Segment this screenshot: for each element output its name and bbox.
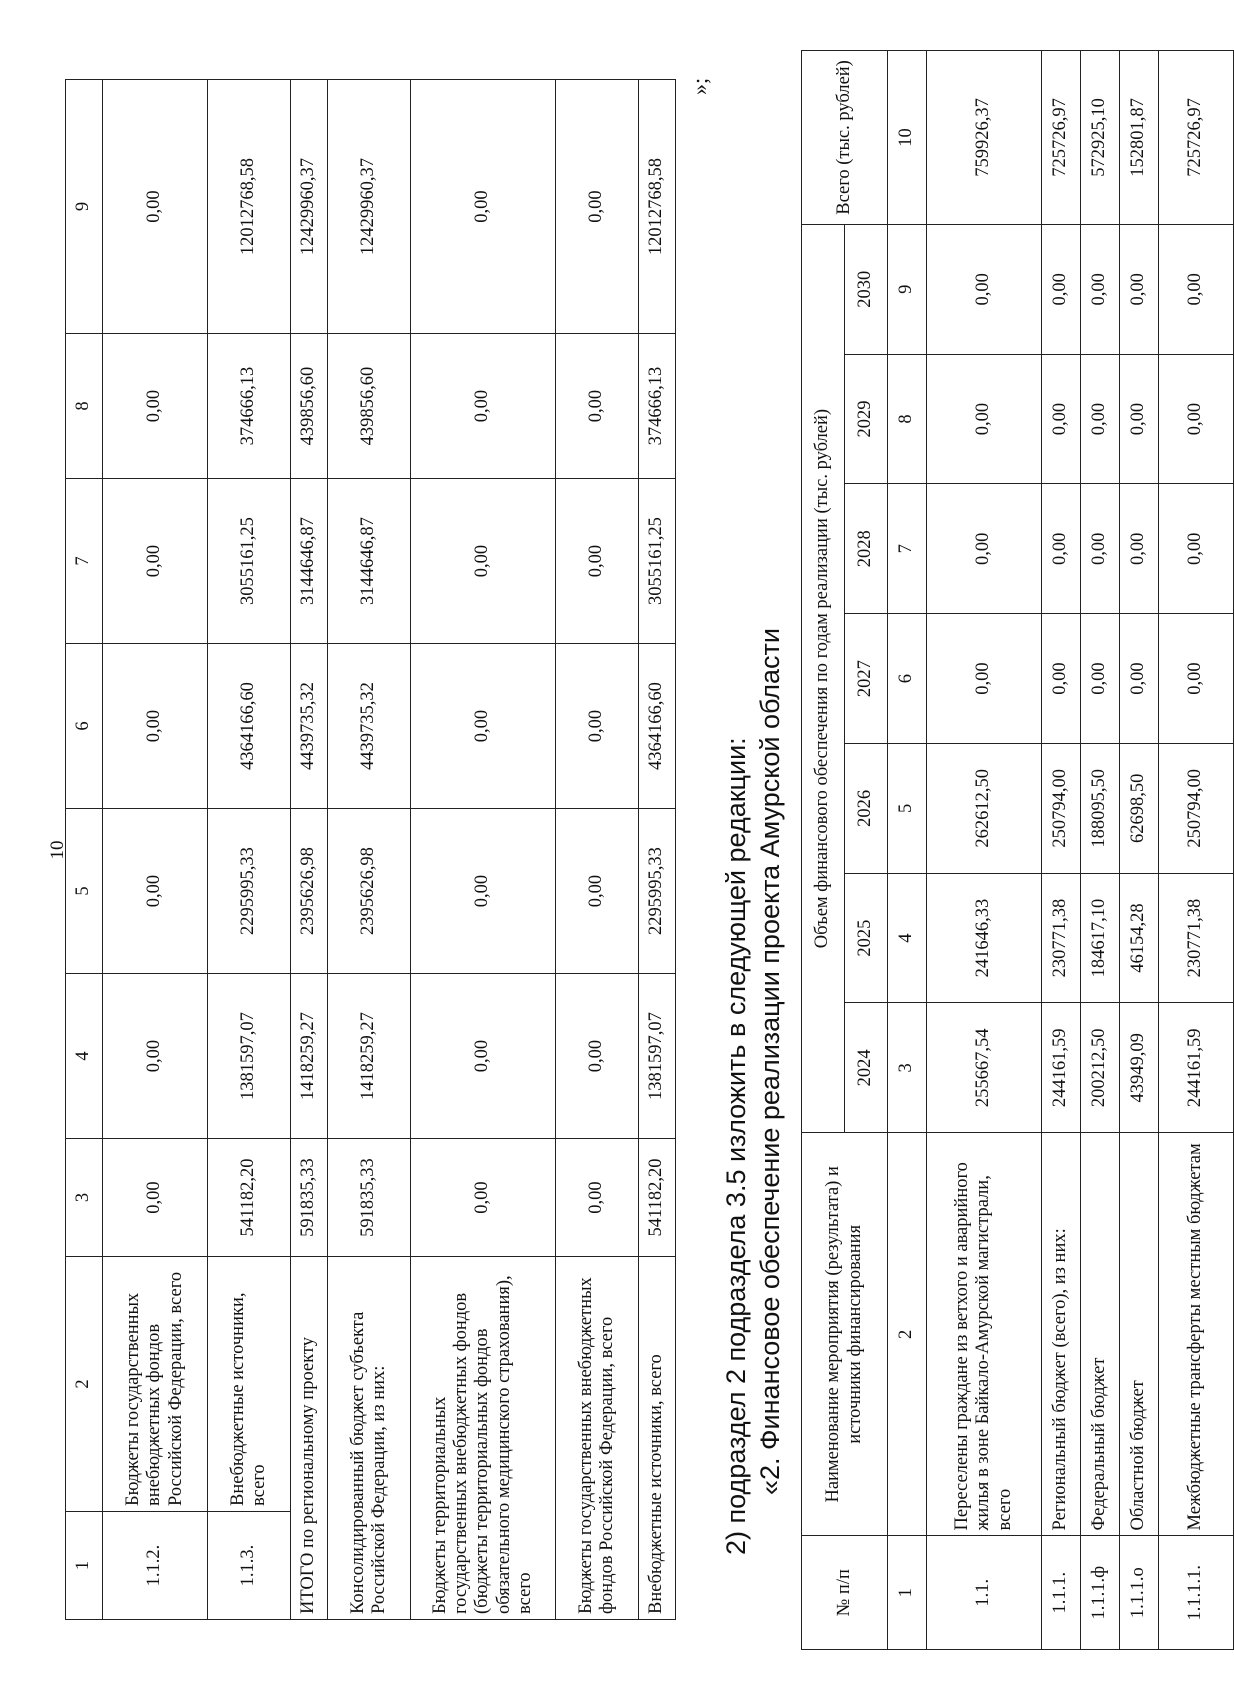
value-cell: 2295995,33 — [639, 809, 676, 974]
year-header: 2025 — [845, 873, 888, 1003]
value-cell: 4439735,32 — [291, 644, 328, 809]
col-number: 1 — [888, 1536, 927, 1650]
row-label: Региональный бюджет (всего), из них: — [1042, 1133, 1081, 1536]
header-volume: Объем финансового обеспечения по годам реализации (тыс. рублей) — [802, 224, 845, 1132]
value-cell: 250794,00 — [1159, 743, 1234, 873]
column-number-row — [888, 51, 927, 1650]
table-row — [1159, 51, 1234, 1650]
value-cell: 1381597,07 — [208, 974, 291, 1139]
value-cell: 255667,54 — [927, 1003, 1042, 1133]
value-cell: 591835,33 — [291, 1139, 328, 1257]
value-cell: 62698,50 — [1120, 743, 1159, 873]
value-cell: 0,00 — [411, 974, 556, 1139]
value-cell: 0,00 — [411, 334, 556, 479]
value-cell: 0,00 — [927, 614, 1042, 744]
row-number: 1.1.2. — [103, 1512, 208, 1620]
table-row — [639, 80, 676, 1620]
total-cell: 759926,37 — [927, 51, 1042, 225]
amendment-paragraph: 2) подраздел 2 подраздела 3.5 изложить в следующей редакции: — [721, 737, 751, 1555]
value-cell: 0,00 — [1159, 484, 1234, 614]
col-number: 2 — [66, 1257, 103, 1512]
col-number: 6 — [66, 644, 103, 809]
value-cell: 230771,38 — [1159, 873, 1234, 1003]
value-cell: 188095,50 — [1081, 743, 1120, 873]
value-cell: 0,00 — [411, 644, 556, 809]
total-cell: 725726,97 — [1159, 51, 1234, 225]
value-cell: 241646,33 — [927, 873, 1042, 1003]
value-cell: 1418259,27 — [328, 974, 411, 1139]
closing-quote: »; — [687, 77, 712, 95]
value-cell: 0,00 — [1120, 614, 1159, 744]
value-cell: 4439735,32 — [328, 644, 411, 809]
value-cell: 374666,13 — [639, 334, 676, 479]
total-cell: 725726,97 — [1042, 51, 1081, 225]
row-number: 1.1.3. — [208, 1512, 291, 1620]
value-cell: 0,00 — [556, 80, 639, 334]
value-cell: 0,00 — [1042, 224, 1081, 354]
value-cell: 0,00 — [556, 479, 639, 644]
value-cell: 43949,09 — [1120, 1003, 1159, 1133]
table-row — [103, 80, 208, 1620]
header-name: Наименование мероприятия (результата) и источники финансирования — [802, 1133, 888, 1536]
value-cell: 1381597,07 — [639, 974, 676, 1139]
value-cell: 0,00 — [556, 974, 639, 1139]
value-cell: 262612,50 — [927, 743, 1042, 873]
year-header: 2024 — [845, 1003, 888, 1133]
value-cell: 12012768,58 — [639, 80, 676, 334]
value-cell: 0,00 — [411, 80, 556, 334]
table-row — [208, 80, 291, 1620]
value-cell: 0,00 — [1120, 224, 1159, 354]
value-cell: 0,00 — [411, 1139, 556, 1257]
value-cell: 0,00 — [1081, 484, 1120, 614]
value-cell: 374666,13 — [208, 334, 291, 479]
column-number-row — [66, 80, 103, 1620]
year-header: 2028 — [845, 484, 888, 614]
table-row — [1042, 51, 1081, 1650]
header-row — [802, 51, 845, 1650]
value-cell: 244161,59 — [1159, 1003, 1234, 1133]
value-cell: 0,00 — [103, 479, 208, 644]
value-cell: 0,00 — [1042, 484, 1081, 614]
value-cell: 541182,20 — [639, 1139, 676, 1257]
row-number: 1.1.1. — [1042, 1536, 1081, 1650]
row-label: Федеральный бюджет — [1081, 1133, 1120, 1536]
value-cell: 541182,20 — [208, 1139, 291, 1257]
value-cell: 230771,38 — [1042, 873, 1081, 1003]
value-cell: 0,00 — [103, 974, 208, 1139]
year-header: 2026 — [845, 743, 888, 873]
row-label: Бюджеты государственных внебюджетных фондов Российской Федерации, всего — [103, 1257, 208, 1512]
row-number: 1.1. — [927, 1536, 1042, 1650]
financing-table-continued — [65, 79, 676, 1620]
year-header: 2029 — [845, 354, 888, 484]
table-row-total — [291, 80, 328, 1620]
value-cell: 0,00 — [556, 644, 639, 809]
row-label: Внебюджетные источники, всего — [639, 1257, 676, 1620]
table-row — [1120, 51, 1159, 1650]
value-cell: 12429960,37 — [291, 80, 328, 334]
col-number: 9 — [888, 224, 927, 354]
col-number: 5 — [888, 743, 927, 873]
value-cell: 0,00 — [103, 1139, 208, 1257]
header-total: Всего (тыс. рублей) — [802, 51, 888, 225]
value-cell: 0,00 — [1042, 354, 1081, 484]
col-number: 3 — [888, 1003, 927, 1133]
row-label: Переселены граждане из ветхого и аварийного жилья в зоне Байкало-Амурской магистрали, всего — [927, 1133, 1042, 1536]
row-label: Консолидированный бюджет субъекта Российской Федерации, из них: — [328, 1257, 411, 1620]
value-cell: 0,00 — [1159, 614, 1234, 744]
row-label: Внебюджетные источники, всего — [208, 1257, 291, 1512]
row-label: Бюджеты территориальных государственных внебюджетных фондов (бюджеты территориальных фондов обязательного медицинского страхования), всего — [411, 1257, 556, 1620]
value-cell: 2395626,98 — [328, 809, 411, 974]
value-cell: 0,00 — [1120, 484, 1159, 614]
row-label: ИТОГО по региональному проекту — [291, 1257, 328, 1620]
year-header: 2027 — [845, 614, 888, 744]
value-cell: 200212,50 — [1081, 1003, 1120, 1133]
total-cell: 152801,87 — [1120, 51, 1159, 225]
value-cell: 0,00 — [103, 334, 208, 479]
value-cell: 4364166,60 — [208, 644, 291, 809]
col-number: 1 — [66, 1512, 103, 1620]
value-cell: 0,00 — [556, 1139, 639, 1257]
value-cell: 46154,28 — [1120, 873, 1159, 1003]
value-cell: 439856,60 — [291, 334, 328, 479]
table-row — [411, 80, 556, 1620]
value-cell: 184617,10 — [1081, 873, 1120, 1003]
value-cell: 0,00 — [556, 334, 639, 479]
col-number: 5 — [66, 809, 103, 974]
row-number: 1.1.1.ф — [1081, 1536, 1120, 1650]
table-row — [556, 80, 639, 1620]
col-number: 4 — [888, 873, 927, 1003]
value-cell: 591835,33 — [328, 1139, 411, 1257]
col-number: 4 — [66, 974, 103, 1139]
table-row — [927, 51, 1042, 1650]
col-number: 6 — [888, 614, 927, 744]
value-cell: 3055161,25 — [208, 479, 291, 644]
col-number: 8 — [888, 354, 927, 484]
row-label: Бюджеты государственных внебюджетных фондов Российской Федерации, всего — [556, 1257, 639, 1620]
col-number: 8 — [66, 334, 103, 479]
value-cell: 439856,60 — [328, 334, 411, 479]
value-cell: 0,00 — [1159, 354, 1234, 484]
col-number: 3 — [66, 1139, 103, 1257]
value-cell: 250794,00 — [1042, 743, 1081, 873]
value-cell: 0,00 — [556, 809, 639, 974]
value-cell: 0,00 — [411, 809, 556, 974]
table-row — [328, 80, 411, 1620]
col-number: 10 — [888, 51, 927, 225]
value-cell: 0,00 — [411, 479, 556, 644]
col-number: 9 — [66, 80, 103, 334]
col-number: 2 — [888, 1133, 927, 1536]
value-cell: 3055161,25 — [639, 479, 676, 644]
rotated-page-content — [65, 50, 1206, 1650]
row-number: 1.1.1.о — [1120, 1536, 1159, 1650]
value-cell: 244161,59 — [1042, 1003, 1081, 1133]
section-title: «2. Финансовое обеспечение реализации проекта Амурской области — [755, 628, 785, 1495]
value-cell: 12012768,58 — [208, 80, 291, 334]
value-cell: 0,00 — [103, 644, 208, 809]
row-label: Областной бюджет — [1120, 1133, 1159, 1536]
value-cell: 0,00 — [103, 809, 208, 974]
value-cell: 0,00 — [103, 80, 208, 334]
value-cell: 0,00 — [1081, 354, 1120, 484]
value-cell: 0,00 — [1159, 224, 1234, 354]
value-cell: 4364166,60 — [639, 644, 676, 809]
value-cell: 0,00 — [1120, 354, 1159, 484]
col-number: 7 — [888, 484, 927, 614]
value-cell: 2295995,33 — [208, 809, 291, 974]
table-row — [1081, 51, 1120, 1650]
page-number: 10 — [47, 840, 68, 860]
year-header: 2030 — [845, 224, 888, 354]
value-cell: 0,00 — [1081, 614, 1120, 744]
value-cell: 0,00 — [1081, 224, 1120, 354]
value-cell: 12429960,37 — [328, 80, 411, 334]
col-number: 7 — [66, 479, 103, 644]
value-cell: 0,00 — [1042, 614, 1081, 744]
value-cell: 0,00 — [927, 484, 1042, 614]
value-cell: 3144646,87 — [328, 479, 411, 644]
total-cell: 572925,10 — [1081, 51, 1120, 225]
value-cell: 1418259,27 — [291, 974, 328, 1139]
value-cell: 0,00 — [927, 224, 1042, 354]
value-cell: 2395626,98 — [291, 809, 328, 974]
value-cell: 0,00 — [927, 354, 1042, 484]
row-label: Межбюджетные трансферты местным бюджетам — [1159, 1133, 1234, 1536]
project-financing-table — [801, 50, 1234, 1650]
value-cell: 3144646,87 — [291, 479, 328, 644]
header-num: № п/п — [802, 1536, 888, 1650]
row-number: 1.1.1.1. — [1159, 1536, 1234, 1650]
